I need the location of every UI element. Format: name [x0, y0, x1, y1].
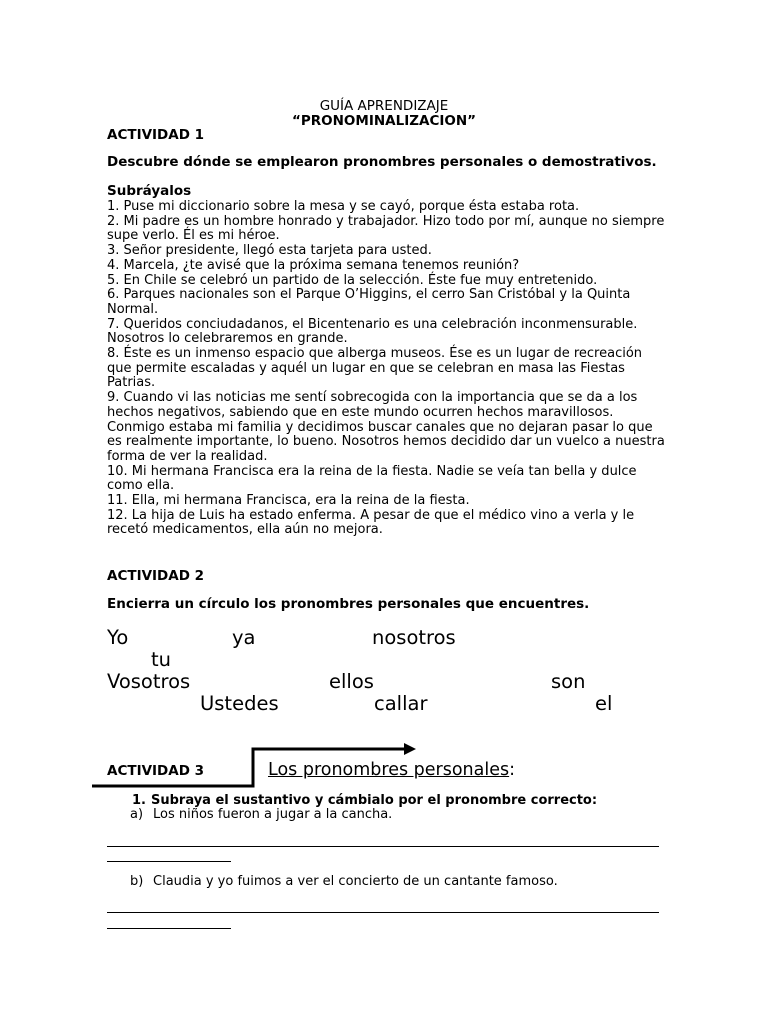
activity1-instruction: Descubre dónde se emplearon pronombres personales o demostrativos.: [107, 154, 657, 170]
list-item: 11. Ella, mi hermana Francisca, era la reina de la fiesta.: [107, 493, 470, 509]
activity1-item-list: [107, 200, 667, 538]
answer-line-a[interactable]: [107, 846, 659, 847]
word-tu[interactable]: tu: [151, 648, 172, 671]
word-vosotros[interactable]: Vosotros: [107, 670, 191, 693]
word-callar[interactable]: callar: [374, 692, 428, 715]
list-item: 10. Mi hermana Francisca era la reina de la fiesta. Nadie se veía tan bella y dulce como ella.: [107, 463, 637, 494]
activity3-heading-colon: :: [509, 760, 516, 780]
document-title: GUÍA APRENDIZAJE: [319, 98, 449, 114]
word-el[interactable]: el: [595, 692, 613, 715]
activity3-label: ACTIVIDAD 3: [107, 763, 205, 779]
word-son[interactable]: son: [551, 670, 586, 693]
activity1-instruction-underline: Subráyalos: [107, 183, 192, 199]
sentence-b-marker: b): [130, 874, 144, 889]
sentence-b-text: Claudia y yo fuimos a ver el concierto de un cantante famoso.: [153, 874, 558, 889]
list-item: 5. En Chile se celebró un partido de la selección. Éste fue muy entretenido.: [107, 272, 598, 288]
list-item: 12. La hija de Luis ha estado enferma. A pesar de que el médico vino a verla y le recetó medicamentos, ella aún no mejora.: [107, 507, 635, 538]
activity2-label: ACTIVIDAD 2: [107, 568, 205, 584]
sentence-a-marker: a): [130, 807, 144, 822]
activity3-task: Subraya el sustantivo y cámbialo por el pronombre correcto:: [151, 793, 598, 808]
document-subtitle: “PRONOMINALIZACION”: [291, 113, 477, 129]
list-item: 4. Marcela, ¿te avisé que la próxima semana tenemos reunión?: [107, 257, 520, 273]
word-yo[interactable]: Yo: [107, 626, 129, 649]
sentence-a-text: Los niños fueron a jugar a la cancha.: [153, 807, 393, 822]
activity3-heading: [268, 760, 515, 780]
list-item: 6. Parques nacionales son el Parque O’Higgins, el cerro San Cristóbal y la Quinta Normal.: [107, 287, 631, 317]
activity3-task-number: 1.: [132, 793, 146, 808]
word-ya[interactable]: ya: [232, 626, 256, 649]
answer-line-b[interactable]: [107, 912, 659, 913]
word-ustedes[interactable]: Ustedes: [200, 692, 279, 715]
activity2-instruction: Encierra un círculo los pronombres personales que encuentres.: [107, 596, 590, 612]
word-ellos[interactable]: ellos: [329, 670, 374, 693]
list-item: 2. Mi padre es un hombre honrado y trabajador. Hizo todo por mí, aunque no siempre supe verlo. Él es mi héroe.: [107, 213, 665, 244]
list-item: 1. Puse mi diccionario sobre la mesa y se cayó, porque ésta estaba rota.: [107, 199, 580, 214]
list-item: 9. Cuando vi las noticias me sentí sobrecogida con la importancia que se da a los hechos negativos, sabiendo que en este mundo ocurren hechos maravillosos. Conmigo estaba mi familia y decidimos buscar canales que no dejaran pasar lo que es realmente importante, lo bueno. Nosotros hemos decidido dar un vuelco a nuestra forma de ver la realidad.: [107, 390, 665, 464]
answer-line-a-continued[interactable]: [107, 861, 231, 862]
list-item: 8. Éste es un inmenso espacio que alberga museos. Ése es un lugar de recreación que permite escaladas y aquél un lugar en que se celebran en masa las Fiestas Patrias.: [107, 346, 643, 391]
activity1-label: ACTIVIDAD 1: [107, 127, 205, 143]
answer-line-b-continued[interactable]: [107, 928, 231, 929]
list-item: 7. Queridos conciudadanos, el Bicentenario es una celebración inconmensurable. Nosotros lo celebraremos en grande.: [107, 316, 638, 347]
activity3-heading-text: Los pronombres personales: [268, 760, 510, 780]
list-item: 3. Señor presidente, llegó esta tarjeta para usted.: [107, 243, 432, 259]
word-nosotros[interactable]: nosotros: [372, 626, 456, 649]
